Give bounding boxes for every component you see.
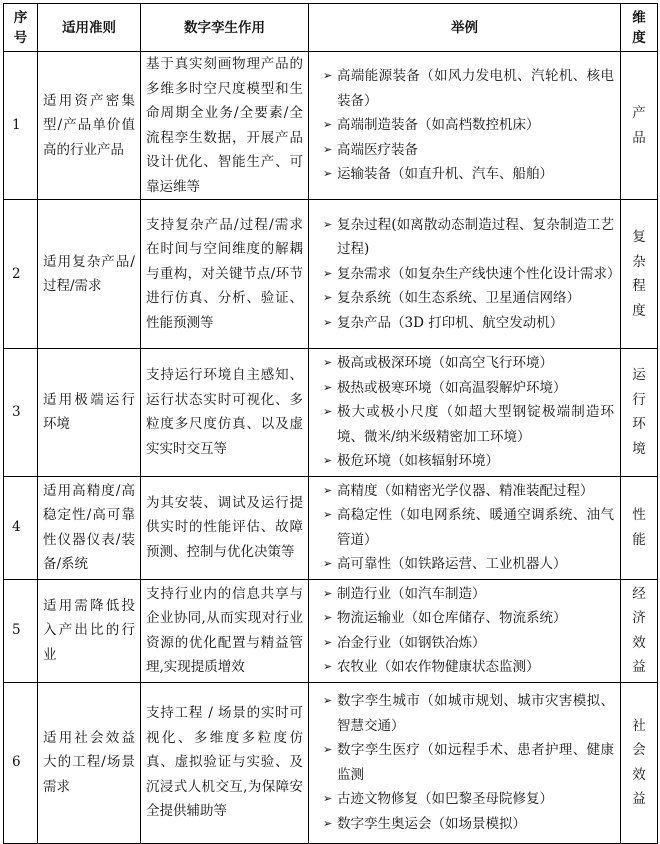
row-criterion: 适用复杂产品/过程/需求 (38, 200, 141, 349)
row-index: 4 (4, 476, 38, 579)
digital-twin-criteria-table (3, 3, 658, 844)
table-row (4, 682, 658, 843)
row-criterion: 适用社会效益大的工程/场景需求 (38, 682, 141, 843)
row-criterion: 适用资产密集型/产品单价值高的行业产品 (38, 52, 141, 200)
arrowhead-bullet-icon: ➢ (323, 405, 333, 418)
row-examples (309, 579, 621, 682)
example-item (323, 213, 614, 262)
arrowhead-bullet-icon: ➢ (323, 816, 333, 830)
row-role: 为其安装、调试及运行提供实时的性能评估、故障预测、控制与优化决策等 (141, 476, 309, 579)
arrowhead-bullet-icon: ➢ (323, 611, 333, 624)
example-item (323, 689, 614, 738)
row-dimension: 经济效益 (621, 579, 658, 682)
example-item (323, 582, 614, 607)
row-index: 1 (4, 52, 38, 200)
row-index: 5 (4, 579, 38, 682)
example-item (323, 113, 614, 138)
arrowhead-bullet-icon: ➢ (323, 454, 333, 467)
table-row (4, 52, 658, 200)
example-item (323, 351, 614, 376)
row-dimension: 运行环境 (621, 349, 658, 477)
example-text: 高稳定性（如电网系统、暖通空调系统、油气管道） (337, 507, 614, 548)
row-index: 6 (4, 682, 38, 843)
header-index: 序号 (4, 4, 38, 52)
table-row (4, 349, 658, 477)
row-role: 基于真实刻画物理产品的多维多时空尺度模型和生命周期全业务/全要素/全流程孪生数据，开展产品设计优化、智能生产、可靠运维等 (141, 52, 309, 200)
arrowhead-bullet-icon: ➢ (323, 635, 333, 649)
example-item (323, 655, 614, 680)
arrowhead-bullet-icon: ➢ (323, 483, 333, 497)
row-role: 支持复杂产品/过程/需求在时间与空间维度的解耦与重构，对关键节点/环节进行仿真、分析、验证、性能预测等 (141, 200, 309, 349)
arrowhead-bullet-icon: ➢ (323, 142, 333, 156)
row-role: 支持行业内的信息共享与企业协同,从而实现对行业资源的优化配置与精益管理,实现提质增效 (141, 579, 309, 682)
example-item (323, 400, 614, 449)
example-item (323, 479, 614, 504)
row-examples (309, 200, 621, 349)
arrowhead-bullet-icon: ➢ (323, 315, 333, 329)
arrowhead-bullet-icon: ➢ (323, 217, 333, 231)
example-item (323, 162, 614, 187)
example-text: 极大或极小尺度（如超大型钢锭极端制造环境、微米/纳米级精密加工环境） (337, 404, 614, 445)
example-text: 复杂系统（如生态系统、卫星通信网络） (337, 290, 580, 307)
row-examples (309, 349, 621, 477)
arrowhead-bullet-icon: ➢ (323, 356, 333, 369)
row-dimension: 性能 (621, 476, 658, 579)
row-dimension: 产品 (621, 52, 658, 200)
example-item (323, 631, 614, 656)
arrowhead-bullet-icon: ➢ (323, 694, 333, 707)
row-criterion: 适用极端运行环境 (38, 349, 141, 477)
header-role: 数字孪生作用 (141, 4, 309, 52)
arrowhead-bullet-icon: ➢ (323, 743, 333, 756)
example-text: 农牧业（如农作物健康状态监测） (337, 659, 540, 675)
example-item (323, 552, 614, 577)
arrowhead-bullet-icon: ➢ (323, 586, 333, 600)
row-role: 支持运行环境自主感知、运行状态实时可视化、多粒度多尺度仿真、以及虚实实时交互等 (141, 349, 309, 477)
example-text: 数字孪生奥运会（如场景模拟） (337, 815, 526, 832)
example-item (323, 138, 614, 163)
header-dimension: 维度 (621, 4, 658, 52)
example-text: 高可靠性（如铁路运营、工业机器人） (337, 556, 567, 572)
row-examples (309, 476, 621, 579)
example-text: 冶金行业（如钢铁冶炼） (337, 634, 486, 651)
example-item (323, 449, 614, 474)
arrowhead-bullet-icon: ➢ (323, 380, 333, 394)
header-examples: 举例 (309, 4, 621, 52)
example-item (323, 376, 614, 401)
example-item (323, 286, 614, 311)
row-dimension: 复杂程度 (621, 200, 658, 349)
table-row (4, 579, 658, 682)
row-index: 3 (4, 349, 38, 477)
example-item (323, 64, 614, 113)
arrowhead-bullet-icon: ➢ (323, 266, 333, 280)
row-examples (309, 682, 621, 843)
row-criterion: 适用需降低投入产出比的行业 (38, 579, 141, 682)
arrowhead-bullet-icon: ➢ (323, 118, 333, 132)
header-criterion: 适用准则 (38, 4, 141, 52)
example-text: 运输装备（如直升机、汽车、船舶） (337, 166, 553, 183)
example-item (323, 262, 621, 287)
example-text: 极危环境（如核辐射环境） (337, 453, 499, 469)
arrowhead-bullet-icon: ➢ (323, 69, 333, 83)
row-criterion: 适用高精度/高稳定性/高可靠性仪器仪表/装备/系统 (38, 476, 141, 579)
arrowhead-bullet-icon: ➢ (323, 291, 333, 305)
example-item (323, 311, 614, 336)
example-item (323, 606, 614, 631)
example-text: 古迹文物修复（如巴黎圣母院修复） (337, 791, 553, 807)
example-text: 高端医疗装备 (337, 141, 418, 158)
example-item (323, 812, 614, 837)
example-text: 数字孪生城市（如城市规划、城市灾害模拟、智慧交通） (337, 693, 614, 734)
example-text: 物流运输业（如仓库储存、物流系统） (337, 610, 567, 626)
row-dimension: 社会效益 (621, 682, 658, 843)
example-text: 高精度（如精密光学仪器、精准装配过程） (337, 482, 594, 499)
example-text: 极热或极寒环境（如高温裂解炉环境） (337, 379, 567, 396)
table-body (4, 52, 658, 844)
example-text: 高端能源装备（如风力发电机、汽轮机、核电装备） (337, 68, 614, 109)
arrowhead-bullet-icon: ➢ (323, 167, 333, 181)
example-text: 复杂过程(如离散动态制造过程、复杂制造工艺过程) (337, 216, 614, 258)
example-text: 复杂需求（如复杂生产线快速个性化设计需求） (337, 265, 621, 282)
example-item (323, 503, 614, 552)
arrowhead-bullet-icon: ➢ (323, 660, 333, 673)
arrowhead-bullet-icon: ➢ (323, 557, 333, 570)
row-index: 2 (4, 200, 38, 349)
example-text: 极高或极深环境（如高空飞行环境） (337, 355, 553, 371)
table-row (4, 200, 658, 349)
example-text: 制造行业（如汽车制造） (337, 585, 486, 602)
example-text: 数字孪生医疗（如远程手术、患者护理、健康监测 (337, 742, 614, 783)
arrowhead-bullet-icon: ➢ (323, 792, 333, 805)
arrowhead-bullet-icon: ➢ (323, 508, 333, 521)
table-row (4, 476, 658, 579)
row-examples (309, 52, 621, 200)
table-header-row (4, 4, 658, 52)
example-text: 高端制造装备（如高档数控机床） (337, 117, 540, 134)
example-text: 复杂产品（3D 打印机、航空发动机） (337, 314, 564, 331)
example-item (323, 787, 614, 812)
row-role: 支持工程 / 场景的实时可视化、多维度多粒度仿真、虚拟验证与实验、及沉浸式人机交互,为保障安全提供辅助等 (141, 682, 309, 843)
example-item (323, 738, 614, 787)
